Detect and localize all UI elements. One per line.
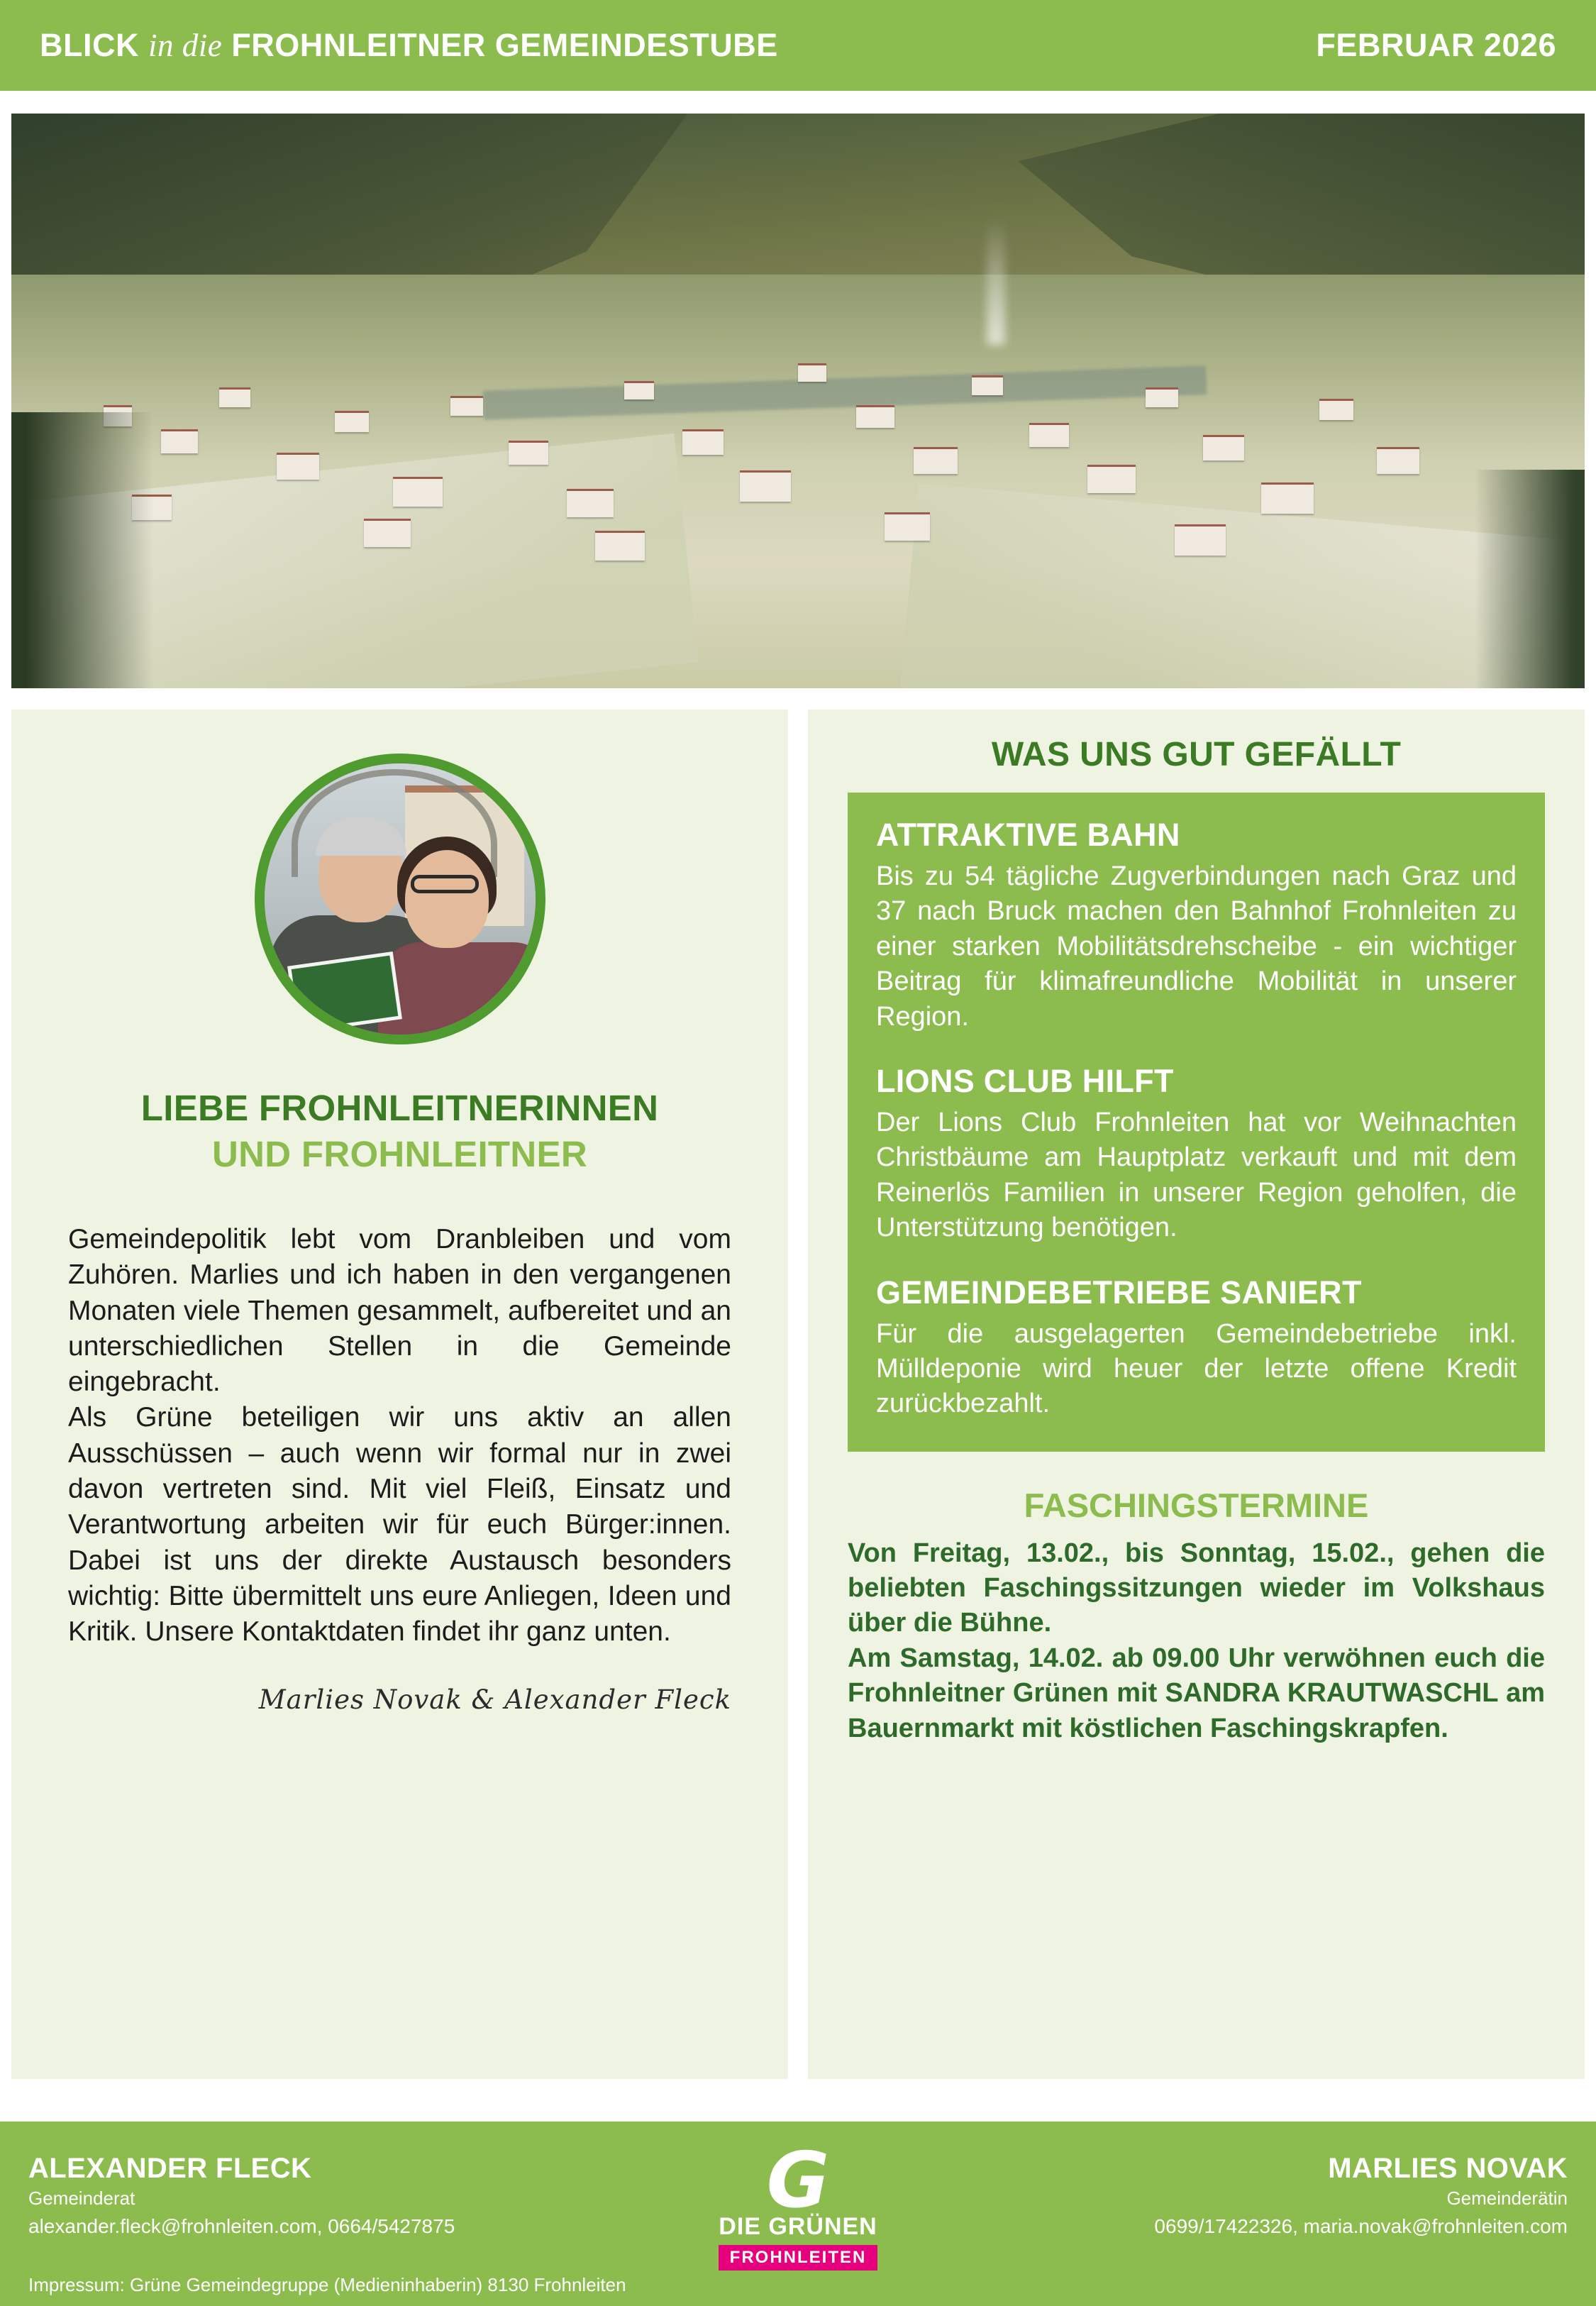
logo-g-icon: G	[766, 2136, 830, 2225]
portrait-woman-body	[378, 942, 545, 1044]
footer-contact-details-left[interactable]: alexander.fleck@frohnleiten.com, 0664/5427875	[28, 2215, 455, 2237]
greeting-line-1: LIEBE FROHNLEITNERINNEN	[140, 1088, 659, 1128]
glasses-icon	[411, 875, 479, 893]
hero-townscape	[74, 297, 1522, 596]
signature: Marlies Novak & Alexander Fleck	[258, 1684, 731, 1715]
editorial-paragraph-2: Als Grüne beteiligen wir uns aktiv an allen Ausschüssen – auch wenn wir formal nur in zwei davon vertreten sind. Mit viel Fleiß, Einsatz und Verantwortung arbeiten wir für euch Bürger:innen. Dabei ist uns der direkte Austausch besonders wichtig: Bitte übermittelt uns eure Anliegen, Ideen und Kritik. Unsere Kontaktdaten findet ihr ganz unten.	[68, 1402, 731, 1648]
footer-contact-right	[1154, 2153, 1568, 2238]
avatar	[255, 754, 545, 1044]
footer-name-right: MARLIES NOVAK	[1328, 2153, 1568, 2184]
highlights-column	[808, 710, 1585, 2079]
content-area	[11, 710, 1585, 2079]
highlights-box	[848, 793, 1545, 1452]
spacer	[876, 1035, 1517, 1063]
fasching-paragraph-1: Von Freitag, 13.02., bis Sonntag, 15.02., gehen die beliebten Faschingssitzungen wieder im Volkshaus über die Bühne.	[848, 1538, 1545, 1638]
page-header	[0, 0, 1596, 91]
highlight-heading-1: ATTRAKTIVE BAHN	[876, 817, 1180, 853]
imprint: Impressum: Grüne Gemeindegruppe (Medieninhaberin) 8130 Frohnleiten	[28, 2274, 626, 2295]
highlight-text-1: Bis zu 54 tägliche Zugverbindungen nach Graz und 37 nach Bruck machen den Bahnhof Frohnleiten zu einer starken Mobilitätsdrehscheibe - ein wichtiger Beitrag für klimafreundliche Mobilität in unserer Region.	[876, 861, 1517, 1032]
greeting-line-2: UND FROHNLEITNER	[212, 1134, 587, 1174]
section-title-fasching: FASCHINGSTERMINE	[1024, 1486, 1369, 1524]
editorial-column	[11, 710, 788, 2079]
highlight-heading-3: GEMEINDEBETRIEBE SANIERT	[876, 1274, 1362, 1311]
highlight-heading-2: LIONS CLUB HILFT	[876, 1062, 1174, 1099]
spacer	[876, 1246, 1517, 1274]
highlight-text-3: Für die ausgelagerten Gemeindebetriebe inkl. Mülldeponie wird heuer der letzte offene Kredit zurückbezahlt.	[876, 1318, 1517, 1419]
footer-contact-details-right[interactable]: 0699/17422326, maria.novak@frohnleiten.com	[1154, 2215, 1568, 2237]
hero-foreground-trees-right	[1475, 470, 1585, 688]
fasching-paragraph-2: Am Samstag, 14.02. ab 09.00 Uhr verwöhnen euch die Frohnleitner Grünen mit SANDRA KRAUTWASCHL am Bauernmarkt mit köstlichen Faschingskrapfen.	[848, 1643, 1545, 1743]
logo-locality: FROHNLEITEN	[719, 2245, 878, 2271]
footer-name-left: ALEXANDER FLECK	[28, 2153, 312, 2184]
logo-wordmark: DIE GRÜNEN	[719, 2213, 877, 2241]
header-title-post: FROHNLEITNER GEMEINDESTUBE	[231, 27, 778, 63]
editorial-paragraph-1: Gemeindepolitik lebt vom Dranbleiben und vom Zuhören. Marlies und ich haben in den vergangenen Monaten viele Themen gesammelt, aufbereitet und an unterschiedlichen Stellen in die Gemeinde eingebracht.	[68, 1224, 731, 1398]
highlight-text-2: Der Lions Club Frohnleiten hat vor Weihnachten Christbäume am Hauptplatz verkauft und mit dem Reinerlös Familien in unserer Region geholfen, die Unterstützung benötigen.	[876, 1107, 1517, 1243]
footer-role-right: Gemeinderätin	[1446, 2188, 1568, 2209]
footer-contact-left	[28, 2153, 455, 2238]
column-divider	[788, 710, 808, 2079]
header-issue-date: FEBRUAR 2026	[1316, 27, 1556, 63]
party-logo	[702, 2136, 894, 2271]
header-title	[40, 27, 778, 64]
hero-chimney-smoke	[987, 217, 1005, 345]
page-footer	[0, 2122, 1596, 2306]
editorial-text	[68, 1222, 731, 1650]
hero-foreground-trees-left	[11, 412, 153, 688]
portrait-woman-head	[405, 850, 489, 948]
hero-image	[11, 114, 1585, 688]
header-title-pre: BLICK	[40, 27, 139, 63]
section-title-highlights: WAS UNS GUT GEFÄLLT	[991, 736, 1402, 773]
header-title-italic: in die	[148, 28, 223, 63]
footer-role-left: Gemeinderat	[28, 2188, 135, 2209]
